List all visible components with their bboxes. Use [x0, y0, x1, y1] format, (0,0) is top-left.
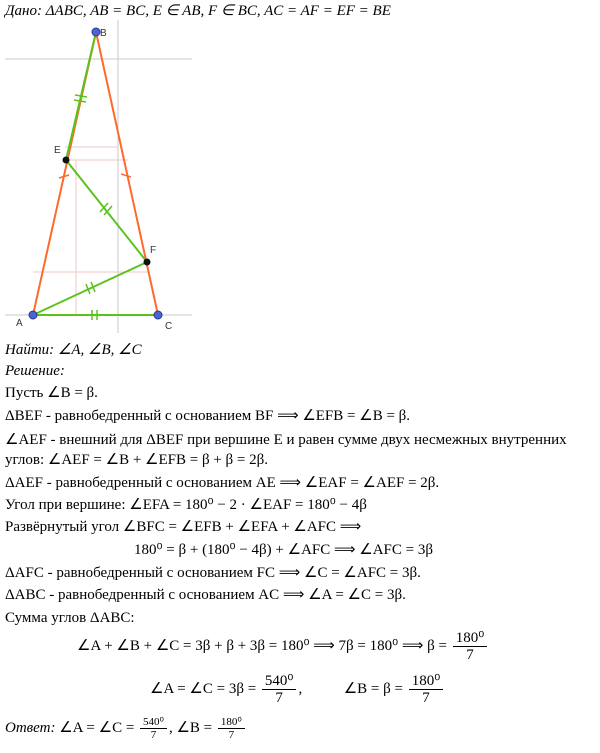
fraction-denominator: 7 [422, 690, 430, 706]
point-c [154, 311, 162, 319]
answer-b-text: , ∠B = [168, 719, 213, 736]
angles-equation [150, 673, 445, 706]
given-statement: Дано: ΔABC, AB = BC, E ∈ AB, F ∈ BC, AC = AF = EF = BE [5, 3, 391, 19]
angle-b-lhs: ∠B = β = [343, 680, 403, 697]
solution-line: Сумма углов ΔABC: [5, 610, 135, 626]
fraction-denominator: 7 [228, 729, 235, 741]
side-bc [96, 32, 158, 315]
label-b: B [100, 28, 107, 39]
sum-equation-lhs: ∠A + ∠B + ∠C = 3β + β + 3β = 180⁰ ⟹ 7β = 180⁰ ⟹ β = [77, 637, 447, 654]
point-e [63, 157, 70, 164]
label-c: C [165, 321, 173, 332]
sum-equation [77, 630, 489, 663]
solution-line: ΔABC - равнобедренный с основанием AC ⟹ ∠A = ∠C = 3β. [5, 587, 406, 603]
tick-mark [121, 174, 131, 177]
solution-line: Угол при вершине: ∠EFA = 180⁰ − 2 · ∠EAF = 180⁰ − 4β [5, 497, 367, 513]
solution-line: ΔBEF - равнобедренный с основанием BF ⟹ ∠EFB = ∠B = β. [5, 408, 411, 424]
solution-line: ΔAEF - равнобедренный с основанием AE ⟹ ∠EAF = ∠AEF = 2β. [5, 475, 440, 491]
answer [5, 716, 247, 741]
fraction-denominator: 7 [466, 647, 474, 663]
solution-line: 180⁰ = β + (180⁰ − 4β) + ∠AFC ⟹ ∠AFC = 3β [134, 542, 433, 558]
answer-a-text: ∠A = ∠C = [59, 719, 135, 736]
point-f [144, 259, 151, 266]
label-f: F [150, 245, 157, 256]
point-a [29, 311, 37, 319]
fraction-numerator: 540⁰ [262, 673, 297, 690]
angle-a-lhs: ∠A = ∠C = 3β = [150, 680, 257, 697]
fraction [409, 673, 444, 706]
triangle-figure [0, 0, 200, 340]
fraction [262, 673, 297, 706]
point-b [92, 28, 100, 36]
label-e: E [54, 145, 61, 156]
separator: , [298, 680, 303, 697]
fraction [453, 630, 488, 663]
solution-line: ΔAFC - равнобедренный с основанием FC ⟹ ∠C = ∠AFC = 3β. [5, 565, 421, 581]
solution-line: Развёрнутый угол ∠BFC = ∠EFB + ∠EFA + ∠AFC ⟹ [5, 519, 362, 535]
fraction-denominator: 7 [275, 690, 283, 706]
fraction-numerator: 540⁰ [140, 716, 167, 729]
label-a: A [16, 318, 23, 329]
fraction-numerator: 180⁰ [453, 630, 488, 647]
solution-line: Пусть ∠B = β. [5, 385, 98, 401]
find-statement: Найти: ∠A, ∠B, ∠C [5, 342, 142, 358]
segment-fa [33, 262, 147, 315]
fraction-numerator: 180⁰ [218, 716, 245, 729]
solution-heading: Решение: [5, 363, 65, 379]
fraction [140, 716, 167, 741]
solution-line: углов: ∠AEF = ∠B + ∠EFB = β + β = 2β. [5, 452, 269, 468]
fraction-numerator: 180⁰ [409, 673, 444, 690]
fraction-denominator: 7 [150, 729, 157, 741]
fraction [218, 716, 245, 741]
solution-line: ∠AEF - внешний для ΔBEF при вершине E и равен сумме двух несмежных внутренних [5, 432, 567, 448]
answer-label: Ответ: [5, 719, 56, 736]
